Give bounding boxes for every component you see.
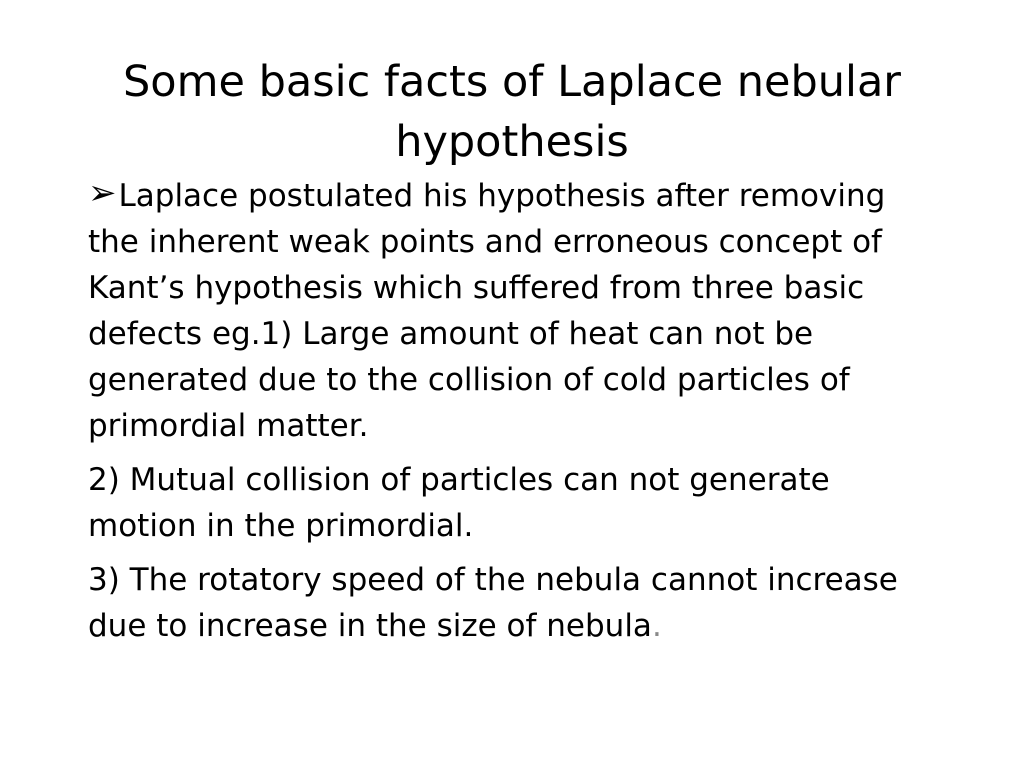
slide-title: Some basic facts of Laplace nebular hypothesis bbox=[123, 57, 901, 167]
trailing-period: . bbox=[651, 608, 662, 644]
paragraph-defect-3 bbox=[88, 557, 908, 649]
paragraph-text: 3) The rotatory speed of the nebula cannot increase due to increase in the size of nebula bbox=[88, 562, 898, 644]
paragraph-text: 2) Mutual collision of particles can not generate motion in the primordial. bbox=[88, 462, 830, 544]
arrow-bullet-icon: ➢ bbox=[88, 173, 117, 213]
paragraph-text: Laplace postulated his hypothesis after removing the inherent weak points and erroneous concept of Kant’s hypothesis which suffered from three basic defects eg.1) Large amount of heat can not be generated due to the collision of cold particles of primordial matter. bbox=[88, 178, 886, 444]
slide-body bbox=[88, 170, 908, 657]
bullet-paragraph-laplace bbox=[88, 170, 908, 449]
paragraph-defect-2 bbox=[88, 457, 908, 549]
